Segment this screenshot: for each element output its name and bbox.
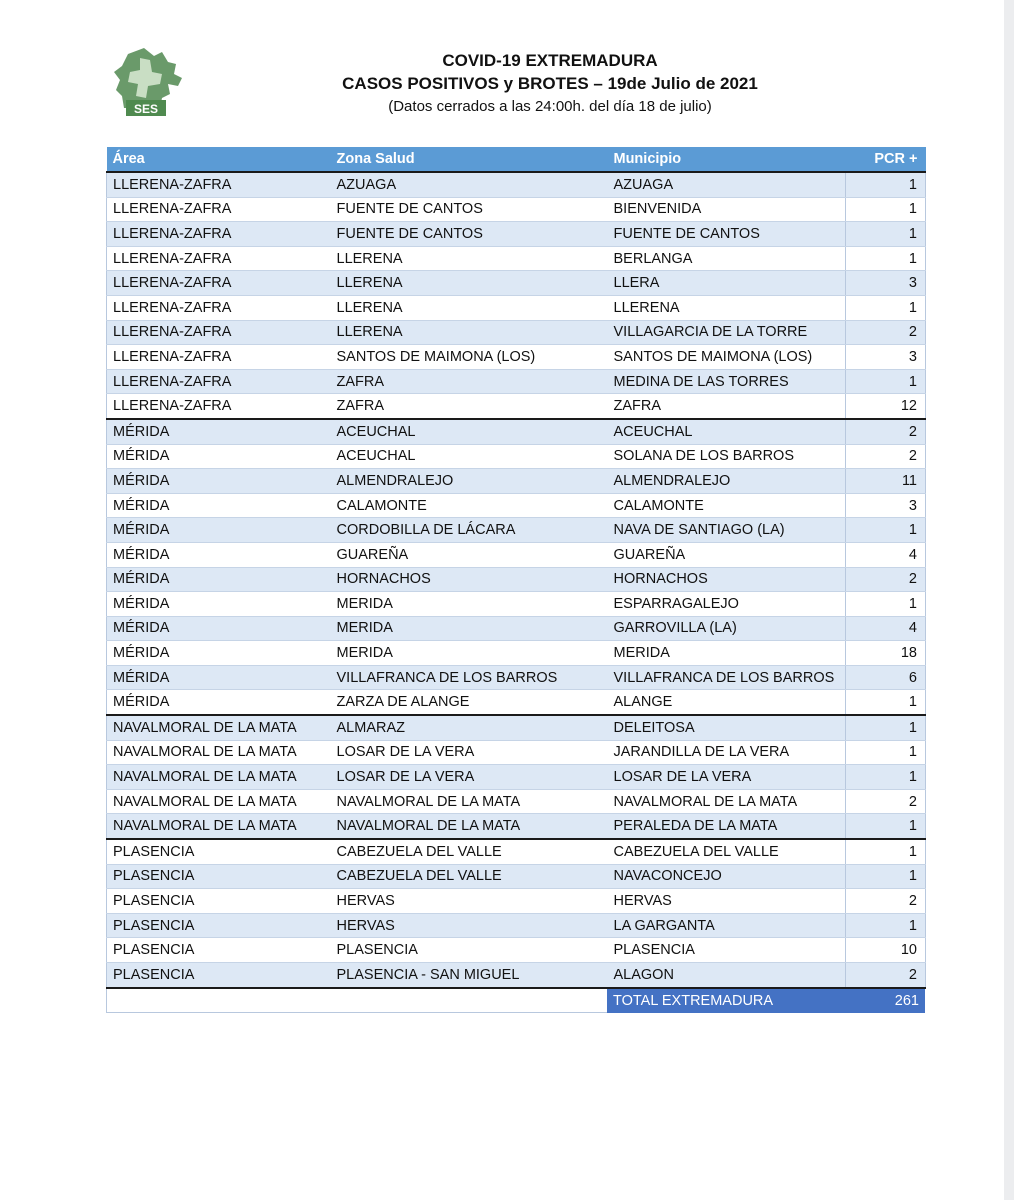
cell-municipio: ACEUCHAL [608, 419, 846, 444]
cell-pcr: 1 [846, 246, 926, 271]
cell-municipio: ALMENDRALEJO [608, 469, 846, 494]
cell-zona-salud: LLERENA [331, 246, 608, 271]
table-row [107, 542, 926, 567]
cell-area: LLERENA-ZAFRA [107, 246, 331, 271]
cases-table [106, 147, 926, 989]
table-header-row [107, 147, 926, 172]
cell-pcr: 2 [846, 444, 926, 469]
cell-pcr: 1 [846, 369, 926, 394]
table-row [107, 567, 926, 592]
cell-pcr: 1 [846, 839, 926, 864]
cell-zona-salud: ZAFRA [331, 394, 608, 419]
cell-zona-salud: PLASENCIA [331, 938, 608, 963]
cell-municipio: NAVA DE SANTIAGO (LA) [608, 518, 846, 543]
cell-area: LLERENA-ZAFRA [107, 345, 331, 370]
cell-zona-salud: FUENTE DE CANTOS [331, 197, 608, 222]
cell-area: MÉRIDA [107, 469, 331, 494]
cell-municipio: CALAMONTE [608, 493, 846, 518]
column-header-municipio: Municipio [608, 147, 846, 172]
column-header-zona-salud: Zona Salud [331, 147, 608, 172]
svg-text:SES: SES [133, 102, 159, 116]
cell-municipio: HORNACHOS [608, 567, 846, 592]
cell-area: LLERENA-ZAFRA [107, 394, 331, 419]
cell-area: LLERENA-ZAFRA [107, 320, 331, 345]
cell-municipio: NAVALMORAL DE LA MATA [608, 789, 846, 814]
cell-pcr: 4 [846, 616, 926, 641]
cell-area: LLERENA-ZAFRA [107, 222, 331, 247]
cell-pcr: 1 [846, 913, 926, 938]
cell-municipio: LOSAR DE LA VERA [608, 765, 846, 790]
cell-pcr: 1 [846, 740, 926, 765]
total-label: TOTAL EXTREMADURA [613, 992, 774, 1009]
cell-area: NAVALMORAL DE LA MATA [107, 715, 331, 740]
cell-area: MÉRIDA [107, 493, 331, 518]
cell-municipio: JARANDILLA DE LA VERA [608, 740, 846, 765]
column-header-area: Área [107, 147, 331, 172]
cell-municipio: BERLANGA [608, 246, 846, 271]
cell-zona-salud: VILLAFRANCA DE LOS BARROS [331, 665, 608, 690]
cell-zona-salud: CALAMONTE [331, 493, 608, 518]
table-row [107, 394, 926, 419]
cell-pcr: 10 [846, 938, 926, 963]
cell-zona-salud: MERIDA [331, 616, 608, 641]
total-row [106, 989, 925, 1013]
cell-pcr: 1 [846, 715, 926, 740]
cell-municipio: VILLAFRANCA DE LOS BARROS [608, 665, 846, 690]
cell-area: PLASENCIA [107, 938, 331, 963]
table-row [107, 320, 926, 345]
cell-zona-salud: SANTOS DE MAIMONA (LOS) [331, 345, 608, 370]
cell-area: LLERENA-ZAFRA [107, 172, 331, 197]
cell-area: NAVALMORAL DE LA MATA [107, 765, 331, 790]
table-row [107, 246, 926, 271]
cell-municipio: ALANGE [608, 690, 846, 715]
cell-pcr: 1 [846, 172, 926, 197]
cell-area: LLERENA-ZAFRA [107, 369, 331, 394]
table-row [107, 469, 926, 494]
cell-zona-salud: GUAREÑA [331, 542, 608, 567]
cell-zona-salud: PLASENCIA - SAN MIGUEL [331, 963, 608, 988]
document-title: COVID-19 EXTREMADURA [442, 51, 658, 70]
cell-zona-salud: ALMENDRALEJO [331, 469, 608, 494]
cell-municipio: HERVAS [608, 889, 846, 914]
cell-pcr: 2 [846, 963, 926, 988]
table-row [107, 864, 926, 889]
cell-zona-salud: HERVAS [331, 913, 608, 938]
cell-municipio: MERIDA [608, 641, 846, 666]
cell-municipio: PERALEDA DE LA MATA [608, 814, 846, 839]
cell-zona-salud: CABEZUELA DEL VALLE [331, 839, 608, 864]
table-row [107, 222, 926, 247]
cell-pcr: 1 [846, 864, 926, 889]
cell-municipio: GUAREÑA [608, 542, 846, 567]
table-row [107, 789, 926, 814]
cell-zona-salud: CABEZUELA DEL VALLE [331, 864, 608, 889]
table-body [107, 172, 926, 988]
cell-municipio: ZAFRA [608, 394, 846, 419]
cell-area: LLERENA-ZAFRA [107, 271, 331, 296]
table-row [107, 765, 926, 790]
cell-municipio: GARROVILLA (LA) [608, 616, 846, 641]
cell-area: MÉRIDA [107, 444, 331, 469]
table-row [107, 592, 926, 617]
cell-municipio: LLERENA [608, 295, 846, 320]
cell-municipio: CABEZUELA DEL VALLE [608, 839, 846, 864]
cell-municipio: BIENVENIDA [608, 197, 846, 222]
table-row [107, 641, 926, 666]
cell-zona-salud: LLERENA [331, 271, 608, 296]
cell-zona-salud: ALMARAZ [331, 715, 608, 740]
cell-area: MÉRIDA [107, 518, 331, 543]
cell-pcr: 1 [846, 518, 926, 543]
cell-municipio: LA GARGANTA [608, 913, 846, 938]
cell-pcr: 3 [846, 493, 926, 518]
cell-pcr: 12 [846, 394, 926, 419]
table-row [107, 715, 926, 740]
cell-area: MÉRIDA [107, 419, 331, 444]
cell-area: MÉRIDA [107, 641, 331, 666]
cell-zona-salud: LOSAR DE LA VERA [331, 740, 608, 765]
table-row [107, 419, 926, 444]
cell-municipio: SOLANA DE LOS BARROS [608, 444, 846, 469]
cell-area: PLASENCIA [107, 913, 331, 938]
cell-pcr: 1 [846, 222, 926, 247]
table-row [107, 814, 926, 839]
table-row [107, 740, 926, 765]
column-header-pcr: PCR + [846, 147, 926, 172]
cell-pcr: 6 [846, 665, 926, 690]
cell-zona-salud: LLERENA [331, 295, 608, 320]
cell-zona-salud: NAVALMORAL DE LA MATA [331, 789, 608, 814]
cell-area: MÉRIDA [107, 616, 331, 641]
table-row [107, 963, 926, 988]
table-row [107, 271, 926, 296]
cell-zona-salud: ACEUCHAL [331, 419, 608, 444]
cases-table-wrapper [106, 147, 925, 1013]
cell-municipio: PLASENCIA [608, 938, 846, 963]
cell-zona-salud: FUENTE DE CANTOS [331, 222, 608, 247]
cell-area: MÉRIDA [107, 567, 331, 592]
cell-zona-salud: HORNACHOS [331, 567, 608, 592]
cell-area: NAVALMORAL DE LA MATA [107, 789, 331, 814]
table-row [107, 913, 926, 938]
cell-zona-salud: AZUAGA [331, 172, 608, 197]
cell-municipio: NAVACONCEJO [608, 864, 846, 889]
cell-pcr: 2 [846, 419, 926, 444]
cell-pcr: 3 [846, 271, 926, 296]
cell-municipio: AZUAGA [608, 172, 846, 197]
cell-pcr: 11 [846, 469, 926, 494]
table-row [107, 690, 926, 715]
document-note: (Datos cerrados a las 24:00h. del día 18 de julio) [388, 98, 712, 115]
cell-zona-salud: NAVALMORAL DE LA MATA [331, 814, 608, 839]
cell-zona-salud: LOSAR DE LA VERA [331, 765, 608, 790]
cell-pcr: 1 [846, 765, 926, 790]
cell-pcr: 2 [846, 567, 926, 592]
cell-municipio: LLERA [608, 271, 846, 296]
cell-zona-salud: ZAFRA [331, 369, 608, 394]
table-row [107, 616, 926, 641]
cell-zona-salud: CORDOBILLA DE LÁCARA [331, 518, 608, 543]
cell-area: MÉRIDA [107, 690, 331, 715]
cell-area: PLASENCIA [107, 963, 331, 988]
cell-municipio: ALAGON [608, 963, 846, 988]
cell-zona-salud: ACEUCHAL [331, 444, 608, 469]
cell-municipio: SANTOS DE MAIMONA (LOS) [608, 345, 846, 370]
cell-municipio: MEDINA DE LAS TORRES [608, 369, 846, 394]
table-row [107, 889, 926, 914]
cell-area: MÉRIDA [107, 542, 331, 567]
total-value: 261 [894, 992, 919, 1009]
page-edge [1004, 0, 1014, 1200]
cell-municipio: VILLAGARCIA DE LA TORRE [608, 320, 846, 345]
cell-area: LLERENA-ZAFRA [107, 295, 331, 320]
cell-pcr: 1 [846, 814, 926, 839]
cell-pcr: 1 [846, 295, 926, 320]
cell-area: PLASENCIA [107, 839, 331, 864]
cell-municipio: DELEITOSA [608, 715, 846, 740]
cell-pcr: 1 [846, 592, 926, 617]
cell-zona-salud: ZARZA DE ALANGE [331, 690, 608, 715]
table-row [107, 444, 926, 469]
cell-pcr: 1 [846, 197, 926, 222]
table-row [107, 518, 926, 543]
cell-zona-salud: MERIDA [331, 592, 608, 617]
cell-zona-salud: LLERENA [331, 320, 608, 345]
cell-pcr: 2 [846, 320, 926, 345]
table-row [107, 839, 926, 864]
table-row [107, 345, 926, 370]
cell-area: MÉRIDA [107, 592, 331, 617]
table-row [107, 665, 926, 690]
cell-municipio: ESPARRAGALEJO [608, 592, 846, 617]
cell-area: MÉRIDA [107, 665, 331, 690]
total-row-blank [106, 989, 607, 1013]
cell-pcr: 3 [846, 345, 926, 370]
cell-zona-salud: MERIDA [331, 641, 608, 666]
cell-area: NAVALMORAL DE LA MATA [107, 740, 331, 765]
cell-area: LLERENA-ZAFRA [107, 197, 331, 222]
total-cell [607, 989, 925, 1013]
ses-logo [110, 44, 190, 118]
table-row [107, 938, 926, 963]
table-row [107, 369, 926, 394]
document-subtitle: CASOS POSITIVOS y BROTES – 19de Julio de 2021 [342, 74, 758, 93]
cell-area: NAVALMORAL DE LA MATA [107, 814, 331, 839]
table-row [107, 295, 926, 320]
cell-pcr: 2 [846, 789, 926, 814]
document-header [200, 50, 900, 118]
table-row [107, 172, 926, 197]
cell-area: PLASENCIA [107, 864, 331, 889]
cell-pcr: 4 [846, 542, 926, 567]
cell-zona-salud: HERVAS [331, 889, 608, 914]
table-row [107, 197, 926, 222]
cell-pcr: 1 [846, 690, 926, 715]
cell-pcr: 18 [846, 641, 926, 666]
table-row [107, 493, 926, 518]
cell-municipio: FUENTE DE CANTOS [608, 222, 846, 247]
cell-pcr: 2 [846, 889, 926, 914]
cell-area: PLASENCIA [107, 889, 331, 914]
